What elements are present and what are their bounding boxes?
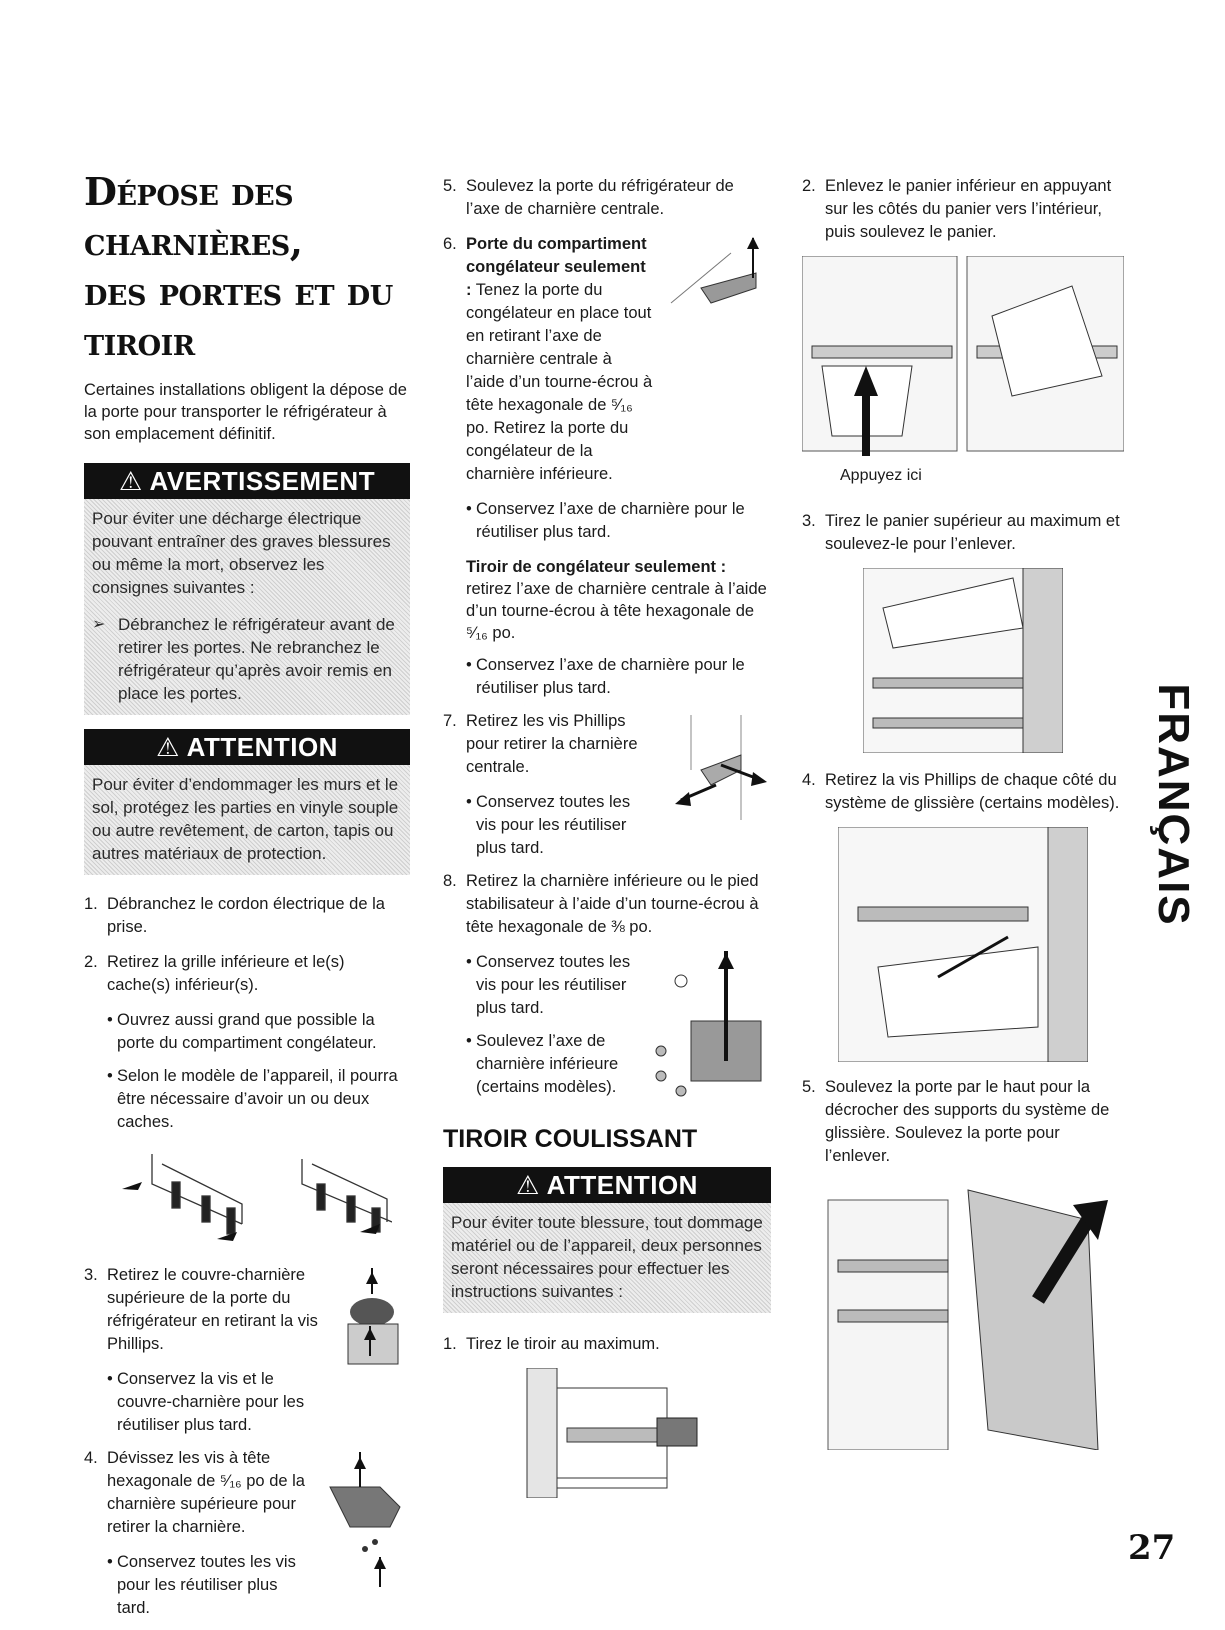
- bullet-icon: •: [107, 1370, 113, 1388]
- bullet-icon: •: [107, 1011, 113, 1029]
- title-line-1: Dépose des charnières,: [84, 169, 303, 264]
- bullet-item: [466, 498, 771, 544]
- bullet-text: Conservez l’axe de charnière pour le réutiliser plus tard.: [476, 500, 745, 541]
- bullet-item: [466, 1030, 633, 1099]
- warning-header: ⚠ AVERTISSEMENT: [84, 463, 410, 499]
- basket-removal-illustration: [802, 256, 1124, 456]
- step-text: Retirez la charnière inférieure ou le pied stabilisateur à l’aide d’un tourne-écrou à tête hexagonale de ⅜ po.: [466, 872, 759, 936]
- bullet-item: [107, 1368, 322, 1437]
- bullet-text: Selon le modèle de l’appareil, il pourra être nécessaire d’avoir un ou deux caches.: [117, 1067, 398, 1131]
- step-number: 4.: [802, 771, 816, 789]
- step-text: Tirez le panier supérieur au maximum et soulevez-le pour l’enlever.: [825, 512, 1120, 553]
- drawer-paragraph: [466, 556, 771, 644]
- caution-text: Pour éviter d’endommager les murs et le sol, protégez les parties en vinyle souple ou autre revêtement, de carton, tapis ou autres matériaux de protection.: [92, 775, 399, 863]
- center-hinge-illustration: [661, 710, 771, 820]
- step-7-block: [443, 710, 771, 870]
- step-8: [443, 870, 771, 939]
- hinge-cover-icon: [330, 1264, 410, 1394]
- slide-screw-icon: [838, 827, 1088, 1062]
- grille-removal-illustration: [102, 1144, 392, 1254]
- step-4: [84, 1447, 312, 1539]
- bullet-text: Conservez l’axe de charnière pour le réutiliser plus tard.: [476, 656, 745, 697]
- step-5-right: [802, 1076, 1124, 1168]
- warning-item-text: Débranchez le réfrigérateur avant de retirer les portes. Ne rebranchez le réfrigérateur qu’après avoir remis en place les portes.: [118, 615, 395, 703]
- bullet-icon: •: [107, 1553, 113, 1571]
- drawer-pull-icon: [507, 1368, 707, 1498]
- warning-box: [84, 463, 410, 715]
- top-hinge-illustration: [320, 1447, 410, 1597]
- caution-box-drawer: [443, 1167, 771, 1313]
- page-title: [84, 167, 410, 367]
- caution-box: [84, 729, 410, 875]
- step-number: 2.: [84, 953, 98, 971]
- step-text: Retirez la vis Phillips de chaque côté du système de glissière (certains modèles).: [825, 771, 1120, 812]
- step-2-right: [802, 175, 1124, 244]
- step-text: Retirez le couvre-charnière supérieure de la porte du réfrigérateur en retirant la vis Phillips.: [107, 1266, 318, 1353]
- column-left: [84, 165, 410, 1630]
- upper-basket-icon: [863, 568, 1063, 753]
- figure-caption: Appuyez ici: [840, 467, 922, 484]
- warning-item: [92, 613, 402, 705]
- step-1: [84, 893, 410, 939]
- bullet-item: [466, 791, 653, 860]
- bullet-text: Ouvrez aussi grand que possible la porte du compartiment congélateur.: [117, 1011, 377, 1052]
- slide-screw-illustration: [838, 827, 1088, 1062]
- step-3: [84, 1264, 322, 1356]
- center-hinge-icon: [661, 710, 771, 820]
- step-text: Soulevez la porte du réfrigérateur de l’axe de charnière centrale.: [466, 177, 734, 218]
- bullet-item: [466, 951, 633, 1020]
- bullet-text: Conservez toutes les vis pour les réutiliser plus tard.: [117, 1553, 296, 1617]
- step-number: 2.: [802, 177, 816, 195]
- step-5: [443, 175, 771, 221]
- step-text: Retirez la grille inférieure et le(s) cache(s) inférieur(s).: [107, 953, 345, 994]
- step-number: 1.: [443, 1335, 457, 1353]
- freezer-hinge-icon: [661, 233, 771, 323]
- step-body: Tenez la porte du congélateur en place tout en retirant l’axe de charnière centrale à l’aide d’un tourne-écrou à tête hexagonale de ⁵⁄₁₆ po. Retirez la porte du congélateur de la charnière inférieure.: [466, 281, 653, 483]
- bullet-icon: •: [466, 500, 472, 518]
- language-tab: [1150, 655, 1196, 955]
- step-number: 3.: [84, 1266, 98, 1284]
- section-title: TIROIR COULISSANT: [443, 1125, 698, 1153]
- warning-body: [84, 499, 410, 715]
- language-tab-text: FRANÇAIS: [1149, 683, 1198, 927]
- page-number: 27: [1128, 1528, 1176, 1568]
- step-text: Enlevez le panier inférieur en appuyant sur les côtés du panier vers l’intérieur, puis soulevez le panier.: [825, 177, 1112, 241]
- step-text: Retirez les vis Phillips pour retirer la charnière centrale.: [466, 712, 638, 776]
- freezer-hinge-illustration: [661, 233, 771, 323]
- step-text: Débranchez le cordon électrique de la prise.: [107, 895, 385, 936]
- step-number: 4.: [84, 1449, 98, 1467]
- step-number: 7.: [443, 712, 457, 730]
- upper-basket-illustration: [863, 568, 1063, 753]
- step-4-right: [802, 769, 1124, 815]
- bullet-item: [466, 654, 771, 700]
- step-text: Tirez le tiroir au maximum.: [466, 1335, 660, 1353]
- step-number: 1.: [84, 895, 98, 913]
- top-hinge-icon: [320, 1447, 410, 1597]
- bottom-hinge-icon: [641, 951, 771, 1101]
- bullet-text: Soulevez l’axe de charnière inférieure (certains modèles).: [476, 1032, 619, 1096]
- column-middle: [443, 175, 771, 1508]
- caution-body: [443, 1203, 771, 1313]
- grille-illustration-icon: [102, 1144, 392, 1254]
- intro-paragraph: Certaines installations obligent la dépose de la porte pour transporter le réfrigérateur à son emplacement définitif.: [84, 381, 407, 443]
- bullet-text: Conservez toutes les vis pour les réutiliser plus tard.: [476, 953, 631, 1017]
- title-line-2: des portes et du tiroir: [84, 269, 393, 364]
- step-3-right: [802, 510, 1124, 556]
- step-6-block: [443, 233, 771, 498]
- warning-text: Pour éviter une décharge électrique pouvant entraîner des graves blessures ou même la mort, observez les consignes suivantes :: [92, 509, 391, 597]
- bullet-item: [107, 1551, 312, 1620]
- step-number: 5.: [443, 177, 457, 195]
- drawer-pull-illustration: [507, 1368, 707, 1498]
- step-number: 5.: [802, 1078, 816, 1096]
- bullet-icon: •: [466, 793, 472, 811]
- arrow-bullet-icon: ➢: [92, 616, 106, 633]
- step-8-bullets: [443, 951, 771, 1109]
- door-lift-icon: [818, 1180, 1108, 1450]
- step-2: [84, 951, 410, 997]
- step-3-block: [84, 1264, 410, 1447]
- column-right: [802, 175, 1124, 1460]
- basket-removal-icon: [802, 256, 1124, 456]
- bullet-text: Conservez la vis et le couvre-charnière pour les réutiliser plus tard.: [117, 1370, 305, 1434]
- caution-header: ⚠ ATTENTION: [84, 729, 410, 765]
- step-number: 8.: [443, 872, 457, 890]
- bottom-hinge-illustration: [641, 951, 771, 1101]
- step-text: Dévissez les vis à tête hexagonale de ⁵⁄₁₆ po de la charnière supérieure pour retirer la charnière.: [107, 1449, 305, 1536]
- hinge-cover-illustration: [330, 1264, 410, 1394]
- step-number: 3.: [802, 512, 816, 530]
- step-4-block: [84, 1447, 410, 1630]
- bullet-icon: •: [107, 1067, 113, 1085]
- bullet-item: [107, 1009, 410, 1055]
- bullet-icon: •: [466, 1032, 472, 1050]
- caution-text: Pour éviter toute blessure, tout dommage matériel ou de l’appareil, deux personnes seront nécessaires pour effectuer les instructions suivantes :: [451, 1213, 763, 1301]
- drawer-label: Tiroir de congélateur seulement :: [466, 558, 727, 576]
- step-6: [443, 233, 653, 486]
- door-lift-illustration: [818, 1180, 1108, 1450]
- caution-body: [84, 765, 410, 875]
- bullet-text: Conservez toutes les vis pour les réutiliser plus tard.: [476, 793, 631, 857]
- step-label: Porte du compartiment congélateur seulement :: [466, 235, 647, 299]
- bullet-icon: •: [466, 953, 472, 971]
- step-text: [466, 233, 653, 486]
- caution-header: ⚠ ATTENTION: [443, 1167, 771, 1203]
- bullet-icon: •: [466, 656, 472, 674]
- step-7: [443, 710, 653, 779]
- step-number: 6.: [443, 235, 457, 253]
- drawer-text: retirez l’axe de charnière centrale à l’aide d’un tourne-écrou à tête hexagonale de ⁵⁄₁₆ po.: [466, 580, 767, 642]
- step-text: Soulevez la porte par le haut pour la décrocher des supports du système de glissière. Soulevez la porte pour l’enlever.: [825, 1078, 1110, 1165]
- bullet-item: [107, 1065, 410, 1134]
- drawer-step-1: [443, 1333, 771, 1356]
